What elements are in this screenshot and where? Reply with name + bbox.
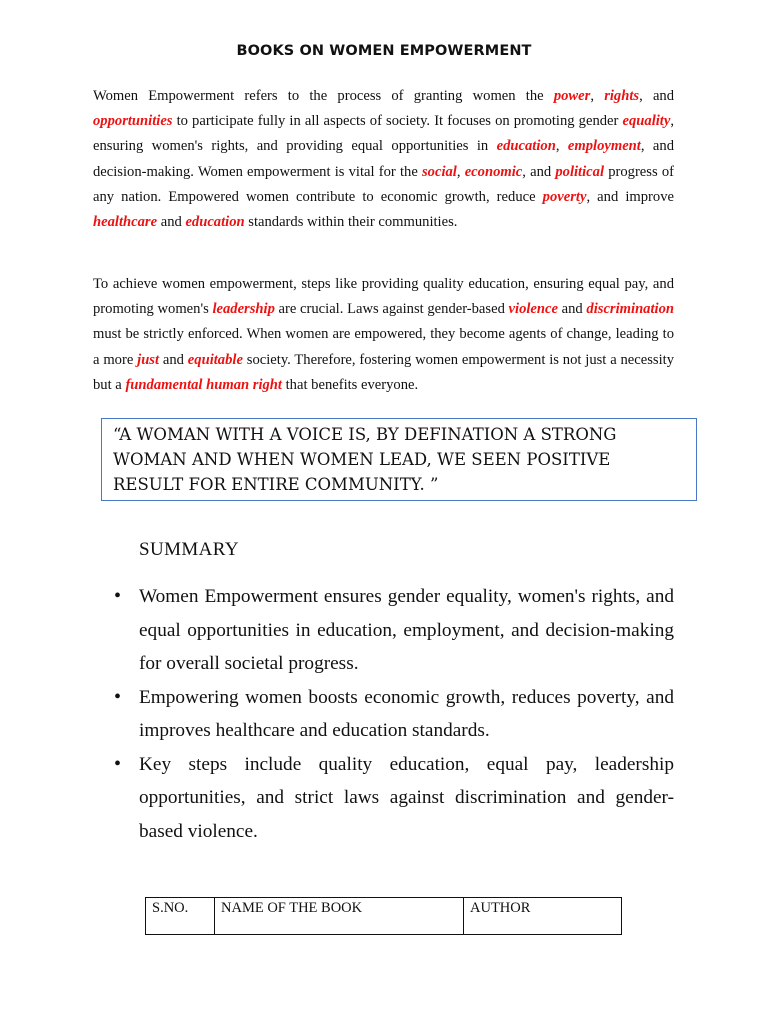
paragraph-text: and bbox=[157, 214, 186, 231]
intro-paragraph bbox=[93, 84, 674, 235]
paragraph-text: and bbox=[557, 301, 587, 318]
paragraph-text: are crucial. Laws against gender-based bbox=[274, 301, 509, 318]
paragraph-text: , and bbox=[522, 163, 556, 180]
keyword-highlight: healthcare bbox=[93, 214, 158, 231]
bullet-icon: • bbox=[114, 752, 122, 775]
quote-box bbox=[101, 418, 697, 501]
paragraph-text: , bbox=[590, 88, 605, 104]
list-item bbox=[114, 580, 674, 681]
list-item bbox=[114, 681, 674, 748]
keyword-highlight: education bbox=[185, 214, 245, 231]
keyword-highlight: social bbox=[421, 163, 457, 180]
quote-text: “A WOMAN WITH A VOICE IS, BY DEFINATION A STRONG WOMAN AND WHEN WOMEN LEAD, WE SEEN POSITIVE RESULT FOR ENTIRE COMMUNITY. ” bbox=[113, 425, 617, 494]
header-sno: S.NO. bbox=[146, 898, 215, 935]
summary-heading: SUMMARY bbox=[139, 539, 239, 560]
keyword-highlight: economic bbox=[464, 163, 523, 180]
keyword-highlight: opportunities bbox=[93, 113, 173, 130]
keyword-highlight: employment bbox=[567, 138, 641, 155]
keyword-highlight: equality bbox=[622, 113, 671, 130]
header-author: AUTHOR bbox=[464, 898, 622, 935]
paragraph-text: To achieve women empowerment, steps like providing quality education, ensuring equal pay, and promoting women's bbox=[93, 276, 674, 318]
keyword-highlight: equitable bbox=[187, 351, 243, 368]
paragraph-text: Women Empowerment refers to the process of granting women the bbox=[93, 88, 554, 104]
keyword-highlight: leadership bbox=[212, 301, 275, 318]
keyword-highlight: poverty bbox=[542, 188, 587, 205]
header-book-name: NAME OF THE BOOK bbox=[215, 898, 464, 935]
steps-paragraph bbox=[93, 272, 674, 398]
keyword-highlight: violence bbox=[508, 301, 558, 318]
keyword-highlight: education bbox=[496, 138, 556, 155]
document-title: BOOKS ON WOMEN EMPOWERMENT bbox=[236, 43, 532, 59]
paragraph-text: to participate fully in all aspects of society. It focuses on promoting gender bbox=[172, 113, 623, 130]
paragraph-text: standards within their communities. bbox=[244, 214, 458, 231]
summary-list bbox=[0, 580, 768, 848]
keyword-highlight: fundamental human right bbox=[125, 376, 282, 393]
paragraph-text: that benefits everyone. bbox=[281, 376, 419, 393]
keyword-highlight: just bbox=[137, 351, 160, 368]
paragraph-text: progress of any nation. Empowered women contribute to economic growth, reduce bbox=[93, 163, 674, 205]
keyword-highlight: political bbox=[555, 163, 605, 180]
keyword-highlight: discrimination bbox=[586, 301, 675, 318]
paragraph-text: , and decision-making. Women empowerment is vital for the bbox=[93, 138, 675, 180]
list-item-text: Women Empowerment ensures gender equality, women's rights, and equal opportunities in education, employment, and decision-making for overall societal progress. bbox=[139, 586, 674, 674]
bullet-icon: • bbox=[114, 585, 122, 607]
table-header-row bbox=[146, 898, 622, 935]
keyword-highlight: power bbox=[553, 88, 591, 104]
keyword-highlight: rights bbox=[604, 88, 640, 104]
paragraph-text: must be strictly enforced. When women are empowered, they become agents of change, leading to a more bbox=[93, 326, 674, 368]
list-item-text: Key steps include quality education, equal pay, leadership opportunities, and strict laws against discrimination and gender-based violence. bbox=[139, 753, 674, 842]
list-item bbox=[114, 748, 674, 849]
paragraph-text: society. Therefore, fostering women empowerment is not just a necessity but a bbox=[93, 351, 674, 393]
paragraph-text: , and bbox=[639, 88, 675, 104]
paragraph-text: and bbox=[159, 351, 188, 368]
paragraph-text: , ensuring women's rights, and providing equal opportunities in bbox=[93, 113, 674, 155]
paragraph-text: , bbox=[456, 163, 465, 180]
paragraph-text: , bbox=[555, 138, 568, 155]
paragraph-text: , and improve bbox=[586, 188, 674, 205]
list-item-text: Empowering women boosts economic growth, reduces poverty, and improves healthcare and education standards. bbox=[139, 686, 674, 741]
bullet-icon: • bbox=[114, 685, 122, 708]
books-table bbox=[145, 897, 622, 935]
